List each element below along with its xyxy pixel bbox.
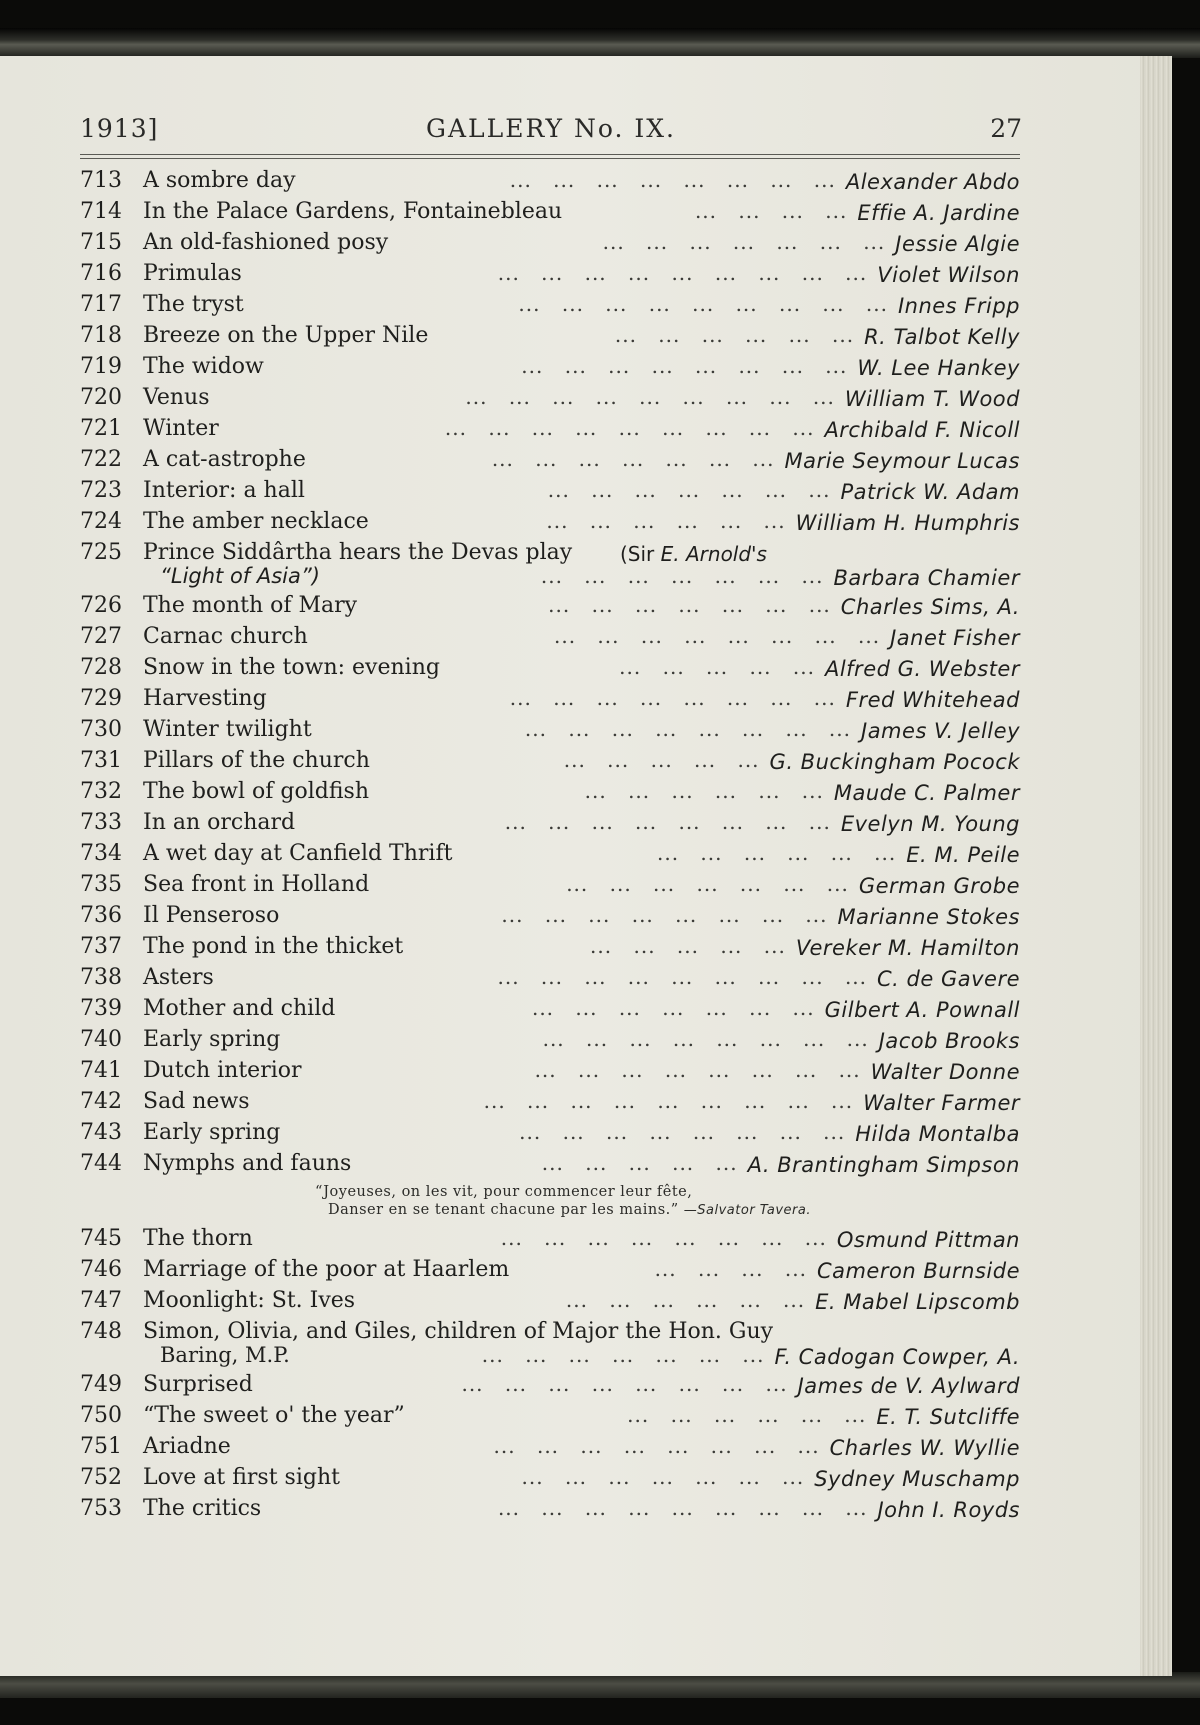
- quote-line-1: “Joyeuses, on les vit, pour commencer leur fête,: [315, 1184, 693, 1200]
- entry-number: 717: [80, 292, 122, 317]
- entry-artist: James de V. Aylward: [797, 1374, 1020, 1398]
- header-year: 1913]: [80, 114, 159, 143]
- entry-artist: R. Talbot Kelly: [864, 325, 1020, 349]
- entry-number: 749: [80, 1372, 122, 1397]
- catalogue-entry: [80, 1319, 1020, 1372]
- entry-number: 738: [80, 965, 122, 990]
- entry-artist: German Grobe: [858, 874, 1020, 898]
- leader-dots: ... ... ... ... ...: [563, 748, 760, 772]
- leader-dots: ... ... ... ... ... ... ...: [548, 593, 831, 617]
- entry-number: 736: [80, 903, 122, 928]
- entry-title: Early spring: [143, 1027, 281, 1052]
- catalogue-entry: [80, 1151, 1020, 1182]
- entry-title: Ariadne: [143, 1434, 231, 1459]
- entry-number: 739: [80, 996, 122, 1021]
- entry-number: 730: [80, 717, 122, 742]
- catalogue-entry: [80, 1465, 1020, 1496]
- catalogue-entry: [80, 779, 1020, 810]
- entry-title-cont: E. Arnold's: [660, 542, 767, 566]
- leader-dots: ... ... ... ... ...: [590, 934, 786, 958]
- leader-dots: ... ... ... ... ... ... ... ...: [501, 903, 828, 927]
- entry-artist: Hilda Montalba: [855, 1122, 1020, 1146]
- entry-artist: E. Mabel Lipscomb: [815, 1290, 1020, 1314]
- catalogue-entry: [80, 540, 1020, 593]
- leader-dots: ... ... ... ... ... ... ... ... ...: [518, 292, 888, 316]
- entry-title: A wet day at Canfield Thrift: [143, 841, 453, 866]
- entry-title: The month of Mary: [143, 593, 358, 618]
- entry-number: 746: [80, 1257, 122, 1282]
- catalogue-entry: [80, 261, 1020, 292]
- entry-title: The widow: [143, 354, 264, 379]
- book-binding-top: [0, 28, 1200, 58]
- entry-title: Mother and child: [143, 996, 336, 1021]
- entry-artist: Alexander Abdo: [845, 170, 1020, 194]
- leader-dots: ... ... ... ... ... ... ... ...: [553, 624, 881, 648]
- catalogue-entry: [80, 717, 1020, 748]
- entry-artist: Jessie Algie: [895, 232, 1020, 256]
- leader-dots: ... ... ... ...: [694, 199, 848, 223]
- entry-title: Dutch interior: [143, 1058, 302, 1083]
- entry-title-continuation: [620, 542, 767, 566]
- entry-number: 732: [80, 779, 122, 804]
- entry-number: 735: [80, 872, 122, 897]
- leader-dots: ... ... ... ... ... ... ... ...: [500, 1226, 827, 1250]
- leader-dots: ... ... ... ... ... ... ... ... ...: [444, 416, 815, 440]
- leader-dots: ... ... ... ... ... ... ... ... ...: [497, 965, 868, 989]
- entry-title: Sad news: [143, 1089, 250, 1114]
- leader-dots: ... ... ... ... ... ... ... ... ...: [497, 1496, 868, 1520]
- entry-artist: William T. Wood: [844, 387, 1020, 411]
- leader-dots: ... ... ... ... ... ... ... ...: [542, 1027, 869, 1051]
- entry-artist: Charles Sims, A.: [840, 595, 1020, 619]
- leader-dots: ... ... ... ...: [654, 1257, 807, 1281]
- catalogue-entry: [80, 593, 1020, 624]
- entry-artist: William H. Humphris: [795, 511, 1020, 535]
- entry-number: 745: [80, 1226, 122, 1251]
- entry-artist: Maude C. Palmer: [833, 781, 1020, 805]
- catalogue-entry: [80, 478, 1020, 509]
- entry-artist: Gilbert A. Pownall: [824, 998, 1020, 1022]
- entry-number: 748: [80, 1319, 122, 1344]
- entry-artist: Barbara Chamier: [833, 566, 1020, 590]
- entry-number: 741: [80, 1058, 122, 1083]
- entry-title: Pillars of the church: [143, 748, 370, 773]
- entry-artist: Sydney Muschamp: [814, 1467, 1020, 1491]
- leader-dots: ... ... ... ... ... ... ... ...: [461, 1372, 788, 1396]
- catalogue-entry: [80, 655, 1020, 686]
- entry-artist: Cameron Burnside: [816, 1259, 1020, 1283]
- entry-title: “The sweet o' the year”: [143, 1403, 405, 1428]
- entry-artist: E. T. Sutcliffe: [876, 1405, 1020, 1429]
- entry-title-line2: Baring, M.P.: [160, 1343, 290, 1367]
- catalogue-entry: [80, 1288, 1020, 1319]
- leader-dots: ... ... ... ... ... ... ... ...: [509, 168, 836, 192]
- entry-number: 751: [80, 1434, 122, 1459]
- entry-title: Harvesting: [143, 686, 267, 711]
- leader-dots: ... ... ... ... ... ... ... ...: [534, 1058, 861, 1082]
- leader-dots: ... ... ... ... ... ... ...: [531, 996, 815, 1020]
- header-rule-upper: [80, 154, 1020, 155]
- leader-dots: ... ... ... ... ...: [619, 655, 815, 679]
- entry-title-line2-text: “Light of Asia”): [160, 564, 320, 588]
- catalogue-entry: [80, 1089, 1020, 1120]
- entry-number: 742: [80, 1089, 122, 1114]
- entry-title: An old-fashioned posy: [143, 230, 389, 255]
- entry-number: 733: [80, 810, 122, 835]
- entry-artist: Fred Whitehead: [845, 688, 1020, 712]
- catalogue-entry: [80, 1403, 1020, 1434]
- catalogue-entry: [80, 841, 1020, 872]
- catalogue-entry: [80, 1058, 1020, 1089]
- entry-number: 744: [80, 1151, 122, 1176]
- entry-artist: John I. Royds: [877, 1498, 1020, 1522]
- entry-number: 722: [80, 447, 122, 472]
- entry-artist: G. Buckingham Pocock: [769, 750, 1020, 774]
- entry-title: The amber necklace: [143, 509, 369, 534]
- entry-number: 740: [80, 1027, 122, 1052]
- catalogue-entries: [80, 168, 1020, 1527]
- leader-dots: ... ... ... ... ... ... ... ...: [524, 717, 851, 741]
- catalogue-entry: [80, 903, 1020, 934]
- entry-title: Love at first sight: [143, 1465, 340, 1490]
- entry-title: A cat-astrophe: [143, 447, 306, 472]
- page-number: 27: [990, 114, 1022, 143]
- entry-number: 720: [80, 385, 122, 410]
- entry-artist: W. Lee Hankey: [857, 356, 1020, 380]
- entry-title: The bowl of goldfish: [143, 779, 370, 804]
- catalogue-entry: [80, 686, 1020, 717]
- catalogue-entry: [80, 292, 1020, 323]
- entry-title: Moonlight: St. Ives: [143, 1288, 356, 1313]
- leader-dots: ... ... ... ... ... ... ... ...: [519, 1120, 846, 1144]
- entry-title: Winter: [143, 416, 219, 441]
- entry-number: 715: [80, 230, 122, 255]
- leader-dots: ... ... ... ... ... ... ... ...: [521, 354, 848, 378]
- entry-number: 719: [80, 354, 122, 379]
- leader-dots: ... ... ... ... ... ... ...: [491, 447, 775, 471]
- entry-title: Breeze on the Upper Nile: [143, 323, 429, 348]
- entry-artist: Alfred G. Webster: [824, 657, 1020, 681]
- entry-title-cont-pre: (Sir: [620, 542, 655, 566]
- catalogue-entry: [80, 1226, 1020, 1257]
- entry-artist: Innes Fripp: [897, 294, 1020, 318]
- catalogue-entry: [80, 965, 1020, 996]
- leader-dots: ... ... ... ... ... ... ... ...: [493, 1434, 820, 1458]
- entry-artist: James V. Jelley: [861, 719, 1020, 743]
- catalogue-entry: [80, 934, 1020, 965]
- entry-number: 747: [80, 1288, 122, 1313]
- catalogue-entry: [80, 1027, 1020, 1058]
- entry-title-line2: [160, 564, 320, 588]
- entry-number: 716: [80, 261, 122, 286]
- entry-number: 713: [80, 168, 122, 193]
- entry-artist: Osmund Pittman: [836, 1228, 1020, 1252]
- leader-dots: ... ... ... ... ... ...: [546, 509, 786, 533]
- leader-dots: ... ... ... ... ... ... ...: [566, 872, 849, 896]
- catalogue-entry: [80, 624, 1020, 655]
- leader-dots: ... ... ... ... ... ...: [584, 779, 824, 803]
- catalogue-entry: [80, 872, 1020, 903]
- entry-title: The pond in the thicket: [143, 934, 404, 959]
- entry-artist: F. Cadogan Cowper, A.: [774, 1345, 1020, 1369]
- entry-artist: Evelyn M. Young: [840, 812, 1020, 836]
- entry-title: The critics: [143, 1496, 262, 1521]
- leader-dots: ... ... ... ... ... ...: [614, 323, 855, 347]
- leader-dots: ... ... ... ... ... ... ... ...: [504, 810, 831, 834]
- entry-title: In the Palace Gardens, Fontainebleau: [143, 199, 563, 224]
- entry-artist: Archibald F. Nicoll: [824, 418, 1020, 442]
- entry-number: 728: [80, 655, 122, 680]
- leader-dots: ... ... ... ... ... ... ... ... ...: [483, 1089, 854, 1113]
- catalogue-entry: [80, 447, 1020, 478]
- entry-number: 729: [80, 686, 122, 711]
- entry-title: A sombre day: [143, 168, 296, 193]
- entry-number: 743: [80, 1120, 122, 1145]
- catalogue-entry: [80, 199, 1020, 230]
- entry-title: Sea front in Holland: [143, 872, 370, 897]
- catalogue-entry: [80, 996, 1020, 1027]
- entry-number: 752: [80, 1465, 122, 1490]
- catalogue-entry: [80, 416, 1020, 447]
- catalogue-entry: [80, 354, 1020, 385]
- catalogue-entry: [80, 1257, 1020, 1288]
- leader-dots: ... ... ... ... ... ... ...: [540, 564, 824, 588]
- entry-artist: Walter Donne: [870, 1060, 1020, 1084]
- page-edge: [1140, 56, 1172, 1676]
- leader-dots: ... ... ... ... ... ...: [565, 1288, 806, 1312]
- catalogue-entry: [80, 230, 1020, 261]
- entry-title: Prince Siddârtha hears the Devas play: [143, 540, 573, 565]
- catalogue-entry: [80, 385, 1020, 416]
- catalogue-entry: [80, 323, 1020, 354]
- quote-line-2-text: Danser en se tenant chacune par les mains.”: [328, 1202, 679, 1218]
- entry-title: Il Penseroso: [143, 903, 280, 928]
- entry-number: 725: [80, 540, 122, 565]
- epigraph-quote: [80, 1182, 1020, 1226]
- page-header: [80, 114, 1022, 154]
- catalogue-entry: [80, 168, 1020, 199]
- entry-number: 721: [80, 416, 122, 441]
- entry-number: 726: [80, 593, 122, 618]
- catalogue-page: [0, 56, 1172, 1676]
- entry-number: 723: [80, 478, 122, 503]
- entry-artist: Marie Seymour Lucas: [784, 449, 1020, 473]
- entry-number: 718: [80, 323, 122, 348]
- leader-dots: ... ... ... ... ... ...: [657, 841, 897, 865]
- gallery-title: GALLERY No. IX.: [426, 114, 676, 143]
- entry-number: 731: [80, 748, 122, 773]
- entry-title: Interior: a hall: [143, 478, 305, 503]
- entry-number: 714: [80, 199, 122, 224]
- entry-number: 750: [80, 1403, 122, 1428]
- entry-title: The thorn: [143, 1226, 253, 1251]
- entry-number: 724: [80, 509, 122, 534]
- entry-artist: Violet Wilson: [877, 263, 1020, 287]
- quote-line-2: [328, 1202, 811, 1218]
- entry-artist: E. M. Peile: [906, 843, 1020, 867]
- catalogue-entry: [80, 1120, 1020, 1151]
- entry-artist: A. Brantingham Simpson: [747, 1153, 1020, 1177]
- entry-artist: Jacob Brooks: [878, 1029, 1020, 1053]
- leader-dots: ... ... ... ... ... ...: [627, 1403, 867, 1427]
- quote-source: —Salvator Tavera.: [683, 1203, 811, 1218]
- catalogue-entry: [80, 1496, 1020, 1527]
- leader-dots: ... ... ... ... ... ... ...: [547, 478, 831, 502]
- entry-title: Nymphs and fauns: [143, 1151, 352, 1176]
- catalogue-entry: [80, 1434, 1020, 1465]
- entry-artist: Effie A. Jardine: [857, 201, 1020, 225]
- header-rule-lower: [80, 158, 1020, 159]
- entry-title: The tryst: [143, 292, 244, 317]
- entry-artist: Walter Farmer: [863, 1091, 1020, 1115]
- entry-title: In an orchard: [143, 810, 296, 835]
- entry-title: Primulas: [143, 261, 242, 286]
- entry-title: Winter twilight: [143, 717, 312, 742]
- leader-dots: ... ... ... ... ... ... ...: [481, 1343, 765, 1367]
- entry-artist: Charles W. Wyllie: [829, 1436, 1020, 1460]
- entry-artist: Marianne Stokes: [837, 905, 1020, 929]
- leader-dots: ... ... ... ... ...: [541, 1151, 738, 1175]
- leader-dots: ... ... ... ... ... ... ...: [521, 1465, 805, 1489]
- entry-title: Venus: [143, 385, 210, 410]
- leader-dots: ... ... ... ... ... ... ... ...: [509, 686, 836, 710]
- catalogue-entry: [80, 509, 1020, 540]
- entry-number: 734: [80, 841, 122, 866]
- entry-number: 753: [80, 1496, 122, 1521]
- catalogue-entry: [80, 1372, 1020, 1403]
- leader-dots: ... ... ... ... ... ... ... ... ...: [465, 385, 835, 409]
- leader-dots: ... ... ... ... ... ... ...: [602, 230, 886, 254]
- entry-title: Marriage of the poor at Haarlem: [143, 1257, 510, 1282]
- entry-artist: Janet Fisher: [890, 626, 1020, 650]
- entry-number: 727: [80, 624, 122, 649]
- entry-artist: Patrick W. Adam: [840, 480, 1020, 504]
- entry-number: 737: [80, 934, 122, 959]
- entry-title: Simon, Olivia, and Giles, children of Major the Hon. Guy: [143, 1319, 774, 1344]
- leader-dots: ... ... ... ... ... ... ... ... ...: [497, 261, 868, 285]
- entry-title: Early spring: [143, 1120, 281, 1145]
- catalogue-entry: [80, 810, 1020, 841]
- catalogue-entry: [80, 748, 1020, 779]
- entry-title: Asters: [143, 965, 214, 990]
- entry-artist: Vereker M. Hamilton: [795, 936, 1020, 960]
- entry-title: Snow in the town: evening: [143, 655, 440, 680]
- entry-title: Surprised: [143, 1372, 253, 1397]
- entry-artist: C. de Gavere: [877, 967, 1020, 991]
- entry-title: Carnac church: [143, 624, 308, 649]
